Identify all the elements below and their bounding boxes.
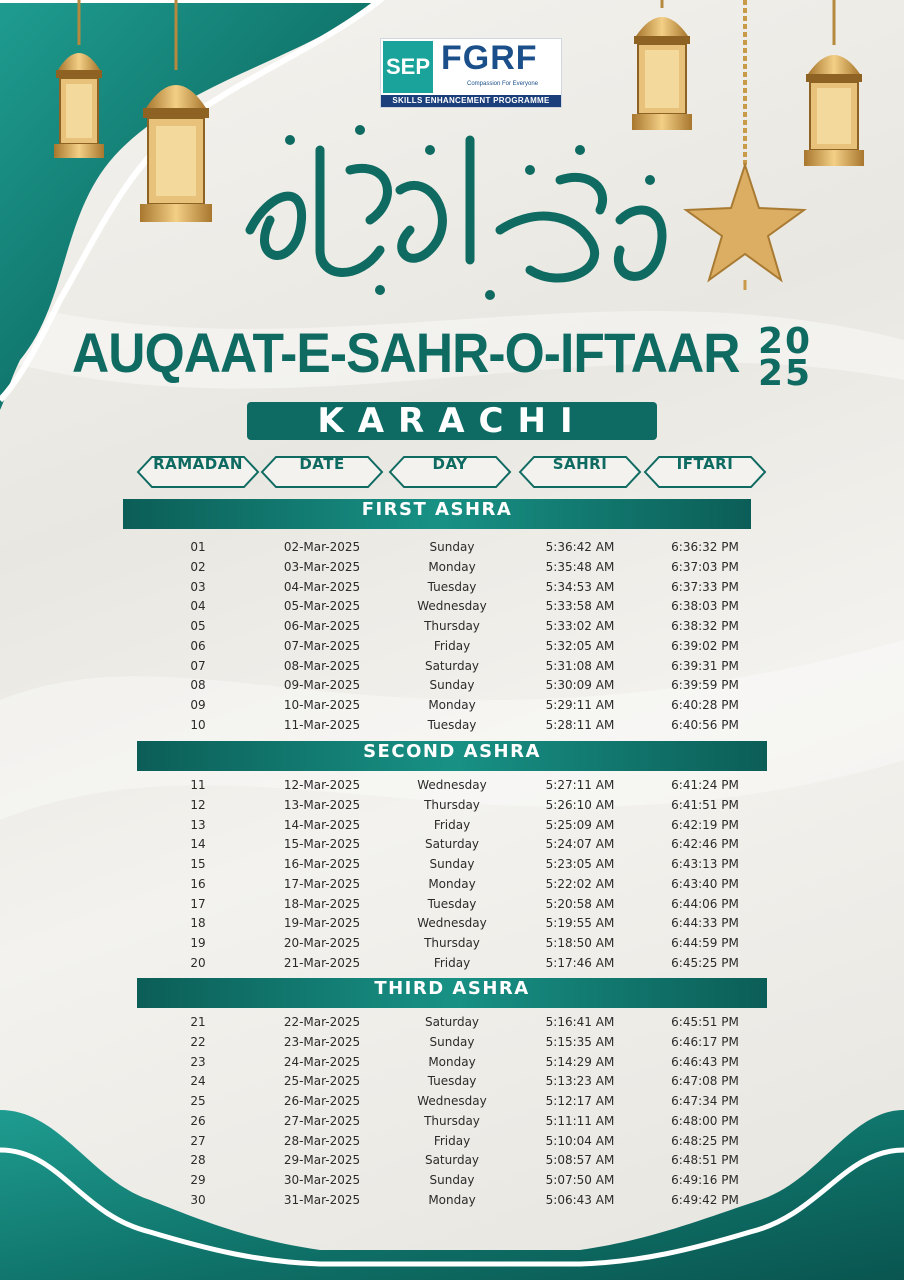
- lantern-icon: [140, 0, 212, 222]
- iftari-time-cell: 6:36:32 PM: [671, 540, 739, 554]
- weekday-cell: Monday: [428, 876, 476, 891]
- sahri-time-cell: 5:27:11 AM: [545, 778, 615, 792]
- sahri-time-cell: 5:30:09 AM: [545, 678, 615, 693]
- iftari-time-cell: 6:48:00 PM: [671, 1113, 739, 1128]
- year-label: [758, 321, 838, 394]
- date-cell: 18-Mar-2025: [283, 896, 361, 911]
- sahri-time-cell: 5:29:11 AM: [545, 698, 615, 712]
- sahri-time-cell: 5:15:35 AM: [545, 1034, 615, 1049]
- logo-name: FGRF: [441, 39, 538, 77]
- sahri-time-cell: 5:16:41 AM: [545, 1015, 615, 1029]
- weekday-cell: Monday: [428, 559, 476, 574]
- iftari-time-cell: 6:47:34 PM: [671, 1094, 739, 1108]
- date-cell: 26-Mar-2025: [283, 1094, 361, 1108]
- date-cell: 20-Mar-2025: [283, 936, 361, 950]
- weekday-cell: Sunday: [429, 857, 475, 871]
- lantern-icon: [54, 0, 104, 158]
- iftari-time-cell: 6:47:08 PM: [671, 1074, 739, 1089]
- ramadan-day-cell: 14: [190, 837, 206, 852]
- sahri-time-cell: 5:25:09 AM: [545, 817, 615, 832]
- sahri-time-cell: 5:06:43 AM: [545, 1192, 615, 1207]
- section-bar-second-ashra: SECOND ASHRA: [137, 741, 767, 771]
- ramadan-day-cell: 06: [190, 638, 206, 653]
- sahri-time-cell: 5:32:05 AM: [545, 638, 615, 653]
- date-cell: 03-Mar-2025: [283, 559, 361, 574]
- date-cell: 29-Mar-2025: [283, 1153, 361, 1168]
- date-cell: 28-Mar-2025: [283, 1133, 361, 1148]
- weekday-cell: Thursday: [424, 797, 480, 812]
- weekday-cell: Friday: [433, 955, 471, 970]
- sahri-time-cell: 5:08:57 AM: [545, 1153, 615, 1168]
- column-header-date: [260, 455, 384, 489]
- iftari-time-cell: 6:40:28 PM: [671, 698, 739, 712]
- ramadan-day-cell: 20: [190, 955, 206, 970]
- table-row: [0, 954, 904, 974]
- sahri-time-cell: 5:12:17 AM: [545, 1094, 615, 1108]
- sahri-time-cell: 5:10:04 AM: [545, 1133, 615, 1148]
- iftari-time-cell: 6:49:16 PM: [671, 1173, 739, 1187]
- table-row: [0, 558, 904, 578]
- sep-logo-mark: SEP: [383, 41, 433, 93]
- iftari-time-cell: 6:41:51 PM: [671, 797, 739, 812]
- iftari-time-cell: 6:39:02 PM: [671, 638, 739, 653]
- table-row: [0, 1033, 904, 1053]
- year-top: 20: [758, 321, 813, 362]
- iftari-time-cell: 6:45:25 PM: [671, 955, 739, 970]
- date-cell: 16-Mar-2025: [283, 857, 361, 871]
- date-cell: 10-Mar-2025: [283, 698, 361, 712]
- table-row: [0, 934, 904, 954]
- ramadan-day-cell: 11: [190, 778, 206, 792]
- ramadan-day-cell: 12: [190, 797, 206, 812]
- date-cell: 22-Mar-2025: [283, 1015, 361, 1029]
- date-cell: 11-Mar-2025: [283, 717, 361, 732]
- weekday-cell: Monday: [428, 698, 476, 712]
- ramadan-day-cell: 10: [190, 717, 206, 732]
- table-row: [0, 875, 904, 895]
- column-header-ramadan: [136, 455, 260, 489]
- iftari-time-cell: 6:41:24 PM: [671, 778, 739, 792]
- weekday-cell: Sunday: [429, 1173, 475, 1187]
- date-cell: 14-Mar-2025: [283, 817, 361, 832]
- date-cell: 24-Mar-2025: [283, 1054, 361, 1069]
- iftari-time-cell: 6:37:33 PM: [671, 579, 739, 594]
- weekday-cell: Tuesday: [427, 717, 477, 732]
- weekday-cell: Friday: [433, 638, 471, 653]
- column-header-sahri: [518, 455, 642, 489]
- date-cell: 17-Mar-2025: [283, 876, 361, 891]
- sahri-time-cell: 5:31:08 AM: [545, 658, 615, 673]
- table-row: [0, 578, 904, 598]
- table-row: [0, 1013, 904, 1033]
- ramadan-day-cell: 21: [190, 1015, 206, 1029]
- column-header-label: DATE: [299, 455, 345, 473]
- ramadan-day-cell: 09: [190, 698, 206, 712]
- city-banner: [247, 402, 657, 440]
- iftari-time-cell: 6:46:43 PM: [671, 1054, 739, 1069]
- ramadan-day-cell: 29: [190, 1173, 206, 1187]
- column-header-label: IFTARI: [676, 455, 734, 473]
- weekday-cell: Sunday: [429, 1034, 475, 1049]
- fgrf-logo: [380, 38, 562, 108]
- ramadan-kareem-calligraphy: [230, 110, 690, 310]
- date-cell: 27-Mar-2025: [283, 1113, 361, 1128]
- date-cell: 12-Mar-2025: [283, 778, 361, 792]
- table-row: [0, 1151, 904, 1171]
- iftari-time-cell: 6:43:13 PM: [671, 857, 739, 871]
- iftari-time-cell: 6:48:25 PM: [671, 1133, 739, 1148]
- ramadan-day-cell: 16: [190, 876, 206, 891]
- weekday-cell: Monday: [428, 1054, 476, 1069]
- table-row: [0, 1171, 904, 1191]
- iftari-time-cell: 6:43:40 PM: [671, 876, 739, 891]
- ramadan-day-cell: 15: [190, 857, 206, 871]
- table-row: [0, 1092, 904, 1112]
- sahri-time-cell: 5:11:11 AM: [545, 1113, 615, 1128]
- table-row: [0, 914, 904, 934]
- weekday-cell: Wednesday: [417, 778, 487, 792]
- ramadan-day-cell: 03: [190, 579, 206, 594]
- ramadan-day-cell: 17: [190, 896, 206, 911]
- sahri-time-cell: 5:14:29 AM: [545, 1054, 615, 1069]
- weekday-cell: Wednesday: [417, 1094, 487, 1108]
- city-name: KARACHI: [317, 401, 587, 441]
- ramadan-day-cell: 25: [190, 1094, 206, 1108]
- weekday-cell: Thursday: [424, 1113, 480, 1128]
- sahri-time-cell: 5:34:53 AM: [545, 579, 615, 594]
- table-row: [0, 796, 904, 816]
- weekday-cell: Thursday: [424, 619, 480, 633]
- iftari-time-cell: 6:38:32 PM: [671, 619, 739, 633]
- section-bar-first-ashra: FIRST ASHRA: [123, 499, 751, 529]
- sahri-time-cell: 5:22:02 AM: [545, 876, 615, 891]
- table-row: [0, 1072, 904, 1092]
- iftari-time-cell: 6:37:03 PM: [671, 559, 739, 574]
- sahri-time-cell: 5:24:07 AM: [545, 837, 615, 852]
- weekday-cell: Monday: [428, 1192, 476, 1207]
- column-header-label: RAMADAN: [153, 455, 243, 473]
- ramadan-day-cell: 13: [190, 817, 206, 832]
- sahri-time-cell: 5:26:10 AM: [545, 797, 615, 812]
- ramadan-day-cell: 30: [190, 1192, 206, 1207]
- date-cell: 25-Mar-2025: [283, 1074, 361, 1089]
- table-row: [0, 855, 904, 875]
- iftari-time-cell: 6:39:59 PM: [671, 678, 739, 693]
- table-row: [0, 538, 904, 558]
- date-cell: 06-Mar-2025: [283, 619, 361, 633]
- weekday-cell: Thursday: [424, 936, 480, 950]
- ramadan-day-cell: 18: [190, 916, 206, 931]
- sahri-time-cell: 5:33:02 AM: [545, 619, 615, 633]
- iftari-time-cell: 6:44:06 PM: [671, 896, 739, 911]
- ramadan-day-cell: 04: [190, 599, 206, 614]
- date-cell: 23-Mar-2025: [283, 1034, 361, 1049]
- table-row: [0, 816, 904, 836]
- weekday-cell: Wednesday: [417, 599, 487, 614]
- date-cell: 13-Mar-2025: [283, 797, 361, 812]
- sahri-time-cell: 5:35:48 AM: [545, 559, 615, 574]
- weekday-cell: Tuesday: [427, 579, 477, 594]
- iftari-time-cell: 6:42:19 PM: [671, 817, 739, 832]
- ramadan-day-cell: 27: [190, 1133, 206, 1148]
- iftari-time-cell: 6:46:17 PM: [671, 1034, 739, 1049]
- date-cell: 05-Mar-2025: [283, 599, 361, 614]
- iftari-time-cell: 6:39:31 PM: [671, 658, 739, 673]
- ramadan-day-cell: 23: [190, 1054, 206, 1069]
- date-cell: 21-Mar-2025: [283, 955, 361, 970]
- sahri-time-cell: 5:28:11 AM: [545, 717, 615, 732]
- ramadan-day-cell: 24: [190, 1074, 206, 1089]
- weekday-cell: Tuesday: [427, 1074, 477, 1089]
- sahri-time-cell: 5:33:58 AM: [545, 599, 615, 614]
- sahri-time-cell: 5:13:23 AM: [545, 1074, 615, 1089]
- weekday-cell: Friday: [433, 1133, 471, 1148]
- lantern-icon: [804, 0, 864, 166]
- iftari-time-cell: 6:44:59 PM: [671, 936, 739, 950]
- weekday-cell: Friday: [433, 817, 471, 832]
- sahri-time-cell: 5:17:46 AM: [545, 955, 615, 970]
- ramadan-day-cell: 22: [190, 1034, 206, 1049]
- ramadan-day-cell: 01: [190, 540, 206, 554]
- sahri-time-cell: 5:19:55 AM: [545, 916, 615, 931]
- table-row: [0, 776, 904, 796]
- ramadan-day-cell: 08: [190, 678, 206, 693]
- table-row: [0, 657, 904, 677]
- column-header-iftari: [643, 455, 767, 489]
- weekday-cell: Saturday: [424, 1015, 480, 1029]
- ramadan-day-cell: 28: [190, 1153, 206, 1168]
- weekday-cell: Sunday: [429, 540, 475, 554]
- ramadan-day-cell: 26: [190, 1113, 206, 1128]
- sahri-time-cell: 5:18:50 AM: [545, 936, 615, 950]
- section-bar-third-ashra: THIRD ASHRA: [137, 978, 767, 1008]
- date-cell: 31-Mar-2025: [283, 1192, 361, 1207]
- sahri-time-cell: 5:36:42 AM: [545, 540, 615, 554]
- table-row: [0, 696, 904, 716]
- table-row: [0, 895, 904, 915]
- column-header-label: DAY: [432, 455, 468, 473]
- iftari-time-cell: 6:45:51 PM: [671, 1015, 739, 1029]
- ramadan-day-cell: 07: [190, 658, 206, 673]
- date-cell: 04-Mar-2025: [283, 579, 361, 594]
- sahri-time-cell: 5:23:05 AM: [545, 857, 615, 871]
- sahri-time-cell: 5:20:58 AM: [545, 896, 615, 911]
- page-title: AUQAAT-E-SAHR-O-IFTAAR: [72, 321, 740, 384]
- table-row: [0, 637, 904, 657]
- sahri-time-cell: 5:07:50 AM: [545, 1173, 615, 1187]
- iftari-time-cell: 6:40:56 PM: [671, 717, 739, 732]
- weekday-cell: Tuesday: [427, 896, 477, 911]
- table-row: [0, 835, 904, 855]
- table-row: [0, 597, 904, 617]
- table-row: [0, 1191, 904, 1211]
- ramadan-day-cell: 19: [190, 936, 206, 950]
- table-row: [0, 676, 904, 696]
- iftari-time-cell: 6:42:46 PM: [671, 837, 739, 852]
- table-row: [0, 1132, 904, 1152]
- table-row: [0, 617, 904, 637]
- date-cell: 08-Mar-2025: [283, 658, 361, 673]
- table-row: [0, 1112, 904, 1132]
- ramadan-day-cell: 05: [190, 619, 206, 633]
- logo-tagline: Compassion For Everyone: [467, 81, 539, 87]
- logo-programme: SKILLS ENHANCEMENT PROGRAMME: [381, 95, 561, 107]
- weekday-cell: Sunday: [429, 678, 475, 693]
- date-cell: 09-Mar-2025: [283, 678, 361, 693]
- date-cell: 30-Mar-2025: [283, 1173, 361, 1187]
- column-header-label: SAHRI: [552, 455, 608, 473]
- table-row: [0, 1053, 904, 1073]
- column-header-day: [388, 455, 512, 489]
- iftari-time-cell: 6:48:51 PM: [671, 1153, 739, 1168]
- weekday-cell: Wednesday: [417, 916, 487, 931]
- date-cell: 07-Mar-2025: [283, 638, 361, 653]
- iftari-time-cell: 6:44:33 PM: [671, 916, 739, 931]
- date-cell: 15-Mar-2025: [283, 837, 361, 852]
- weekday-cell: Saturday: [424, 658, 480, 673]
- table-row: [0, 716, 904, 736]
- weekday-cell: Saturday: [424, 1153, 480, 1168]
- date-cell: 19-Mar-2025: [283, 916, 361, 931]
- weekday-cell: Saturday: [424, 837, 480, 852]
- year-bottom: 25: [758, 353, 813, 394]
- iftari-time-cell: 6:38:03 PM: [671, 599, 739, 614]
- date-cell: 02-Mar-2025: [283, 540, 361, 554]
- ramadan-day-cell: 02: [190, 559, 206, 574]
- star-icon: [686, 0, 804, 290]
- iftari-time-cell: 6:49:42 PM: [671, 1192, 739, 1207]
